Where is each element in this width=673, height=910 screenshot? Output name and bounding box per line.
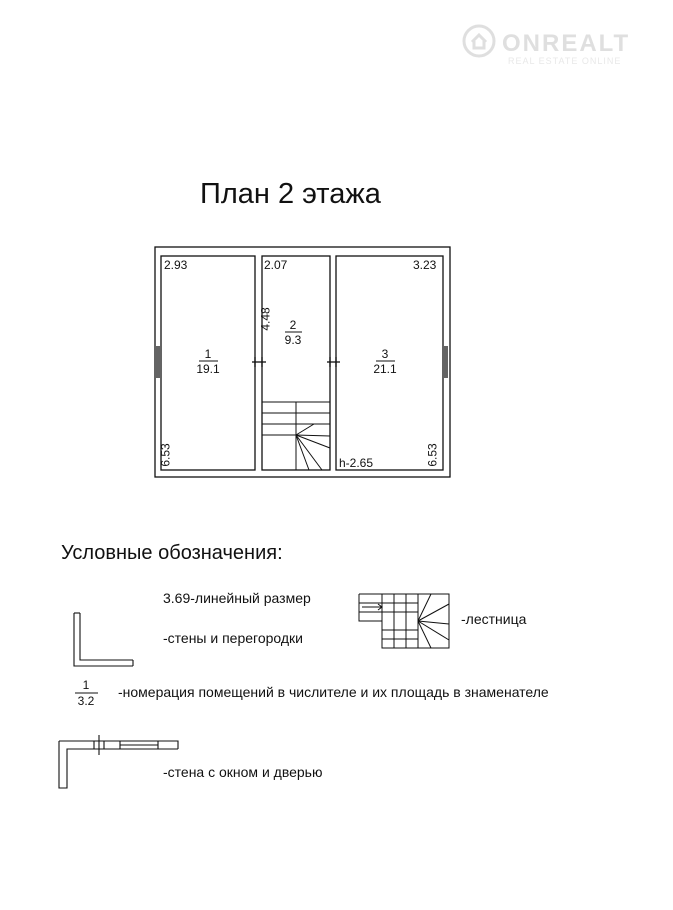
legend-wall-symbol (74, 613, 133, 666)
room-2-length: 4.48 (258, 307, 273, 331)
room-3-length: 6.53 (425, 443, 440, 467)
room-1-number: 1 (204, 347, 212, 361)
room-1-area: 19.1 (196, 362, 220, 376)
legend-stairs-symbol (359, 594, 449, 648)
room-1-length: 6.53 (158, 443, 173, 467)
legend-title: Условные обозначения: (61, 542, 283, 564)
room-3-number: 3 (381, 347, 389, 361)
legend-linear-dimension: 3.69-линейный размер (163, 590, 311, 606)
legend-room-number-example: 1 (82, 678, 90, 692)
legend-walls: -стены и перегородки (163, 630, 303, 646)
legend-wall-window-door-symbol (59, 735, 178, 788)
legend-wall-window-door: -стена с окном и дверью (163, 764, 323, 780)
legend-stairs: -лестница (461, 611, 527, 627)
watermark-subtitle: REAL ESTATE ONLINE (508, 56, 622, 66)
door-1-2 (252, 357, 266, 367)
watermark-brand: ONREALT (502, 29, 631, 57)
room-2-area: 9.3 (284, 333, 302, 347)
window-left (157, 346, 159, 378)
window-right (445, 346, 447, 378)
staircase-plan (262, 402, 330, 470)
plan-title: План 2 этажа (200, 178, 381, 210)
legend-room-numbering: -номерация помещений в числителе и их площадь в знаменателе (118, 684, 549, 700)
door-2-3 (327, 357, 340, 367)
room-2-number: 2 (289, 318, 297, 332)
room-3-area: 21.1 (373, 362, 397, 376)
legend-room-area-example: 3.2 (77, 694, 95, 708)
room-1-width: 2.93 (164, 258, 188, 272)
room-2-width: 2.07 (264, 258, 288, 272)
ceiling-height: h-2.65 (339, 456, 374, 470)
room-3-width: 3.23 (413, 258, 437, 272)
